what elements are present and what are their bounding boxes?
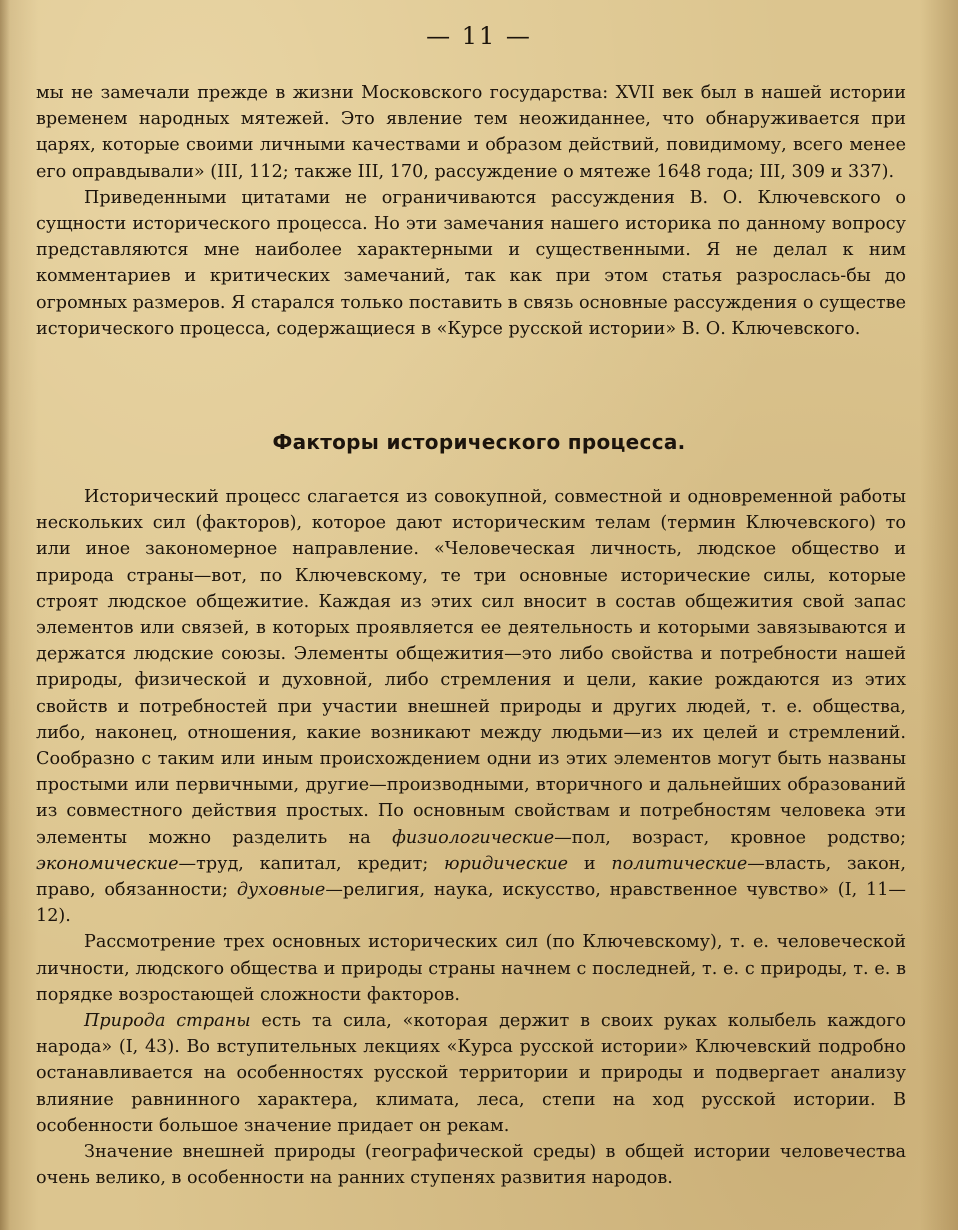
- text-fragment: Исторический процесс слагается из совокупной, совместной и одновременной работы нескольких сил (факторов), которое дают историческим телам (термин Ключевского) то или иное закономерное направление. «Человеческая личность, людское общество и природа страны—вот, по Ключевскому, те три основные исторические силы, которые строят людское общежитие. Каждая из этих сил вносит в состав общежития свой запас элементов или связей, в которых проявляется ее деятельность и которыми завязываются и держатся людские союзы. Элементы общежития—это либо свойства и потребности нашей природы, физической и духовной, либо стремления и цели, какие рождаются из этих свойств и потребностей при участии внешней природы и других людей, т. е. общества, либо, наконец, отношения, какие возникают между людьми—из их целей и стремлений. Сообразно с таким или иным происхождением одни из этих элементов могут быть названы простыми или первичными, другие—производными, вторичного и дальнейших образований из совместного действия простых. По основным свойствам и потребностям человека эти элементы можно разделить на: [36, 487, 906, 848]
- term-physiological: физиологические: [392, 827, 555, 848]
- paragraph-citations-summary: Приведенными цитатами не ограничиваются рассуждения В. О. Ключевского о сущности исторического процесса. Но эти замечания нашего историка по данному вопросу представляются мне наиболее характерными и существенными. Я не делал к ним комментариев и критических замечаний, так как при этом статья разрослась-бы до огромных размеров. Я старался только поставить в связь основные рассуждения о существе исторического процесса, содержащиеся в «Курсе русской истории» В. О. Ключевского.: [36, 187, 906, 339]
- paragraph-historical-process: [36, 484, 906, 929]
- main-text-block: [36, 484, 906, 1191]
- text-fragment: и: [568, 853, 612, 874]
- term-political: политические: [611, 853, 748, 874]
- text-fragment: —пол, возраст, кровное родство;: [554, 827, 906, 848]
- text-fragment: —труд, капитал, кредит;: [178, 853, 445, 874]
- paragraph-external-nature: Значение внешней природы (географической среды) в общей истории человечества очень велико, в особенности на ранних ступенях развития народов.: [36, 1142, 906, 1189]
- page-number: — 11 —: [426, 22, 532, 50]
- text-fragment: есть та сила, «которая держит в своих руках колыбель каждого народа» (I, 43). Во вступительных лекциях «Курса русской истории» Ключевский подробно останавливается на особенностях русской территории и природы и подвергает анализу влияние равнинного характера, климата, леса, степи на ход русской истории. В особенности большое значение придает он рекам.: [36, 1011, 907, 1136]
- paragraph-nature-of-country: [36, 1008, 906, 1139]
- term-spiritual: духовные: [236, 880, 326, 901]
- text-fragment: —власть, закон, право, обязанности;: [36, 853, 906, 901]
- paragraph-three-forces: Рассмотрение трех основных исторических сил (по Ключевскому), т. е. человеческой личности, людского общества и природы страны начнем с последней, т. е. с природы, т. е. в порядке возростающей сложности факторов.: [36, 932, 906, 1005]
- term-economic: экономические: [36, 853, 179, 874]
- term-juridical: юридические: [444, 853, 569, 874]
- text-fragment: —религия, наука, искусство, нравственное чувство» (I, 11—12).: [36, 880, 906, 927]
- section-heading: Факторы исторического процесса.: [272, 430, 686, 454]
- page-spine-shadow: [0, 0, 10, 1230]
- paragraph-quote-end: мы не замечали прежде в жизни Московского государства: XVII век был в нашей истории временем народных мятежей. Это явление тем неожиданнее, что обнаруживается при царях, которые своими личными качествами и образом действий, повидимому, всего менее его оправдывали» (III, 112; также III, 170, рассуждение о мятеже 1648 года; III, 309 и 337).: [36, 83, 906, 182]
- term-nature-of-country: Природа страны: [84, 1011, 251, 1032]
- top-text-block: [36, 80, 906, 342]
